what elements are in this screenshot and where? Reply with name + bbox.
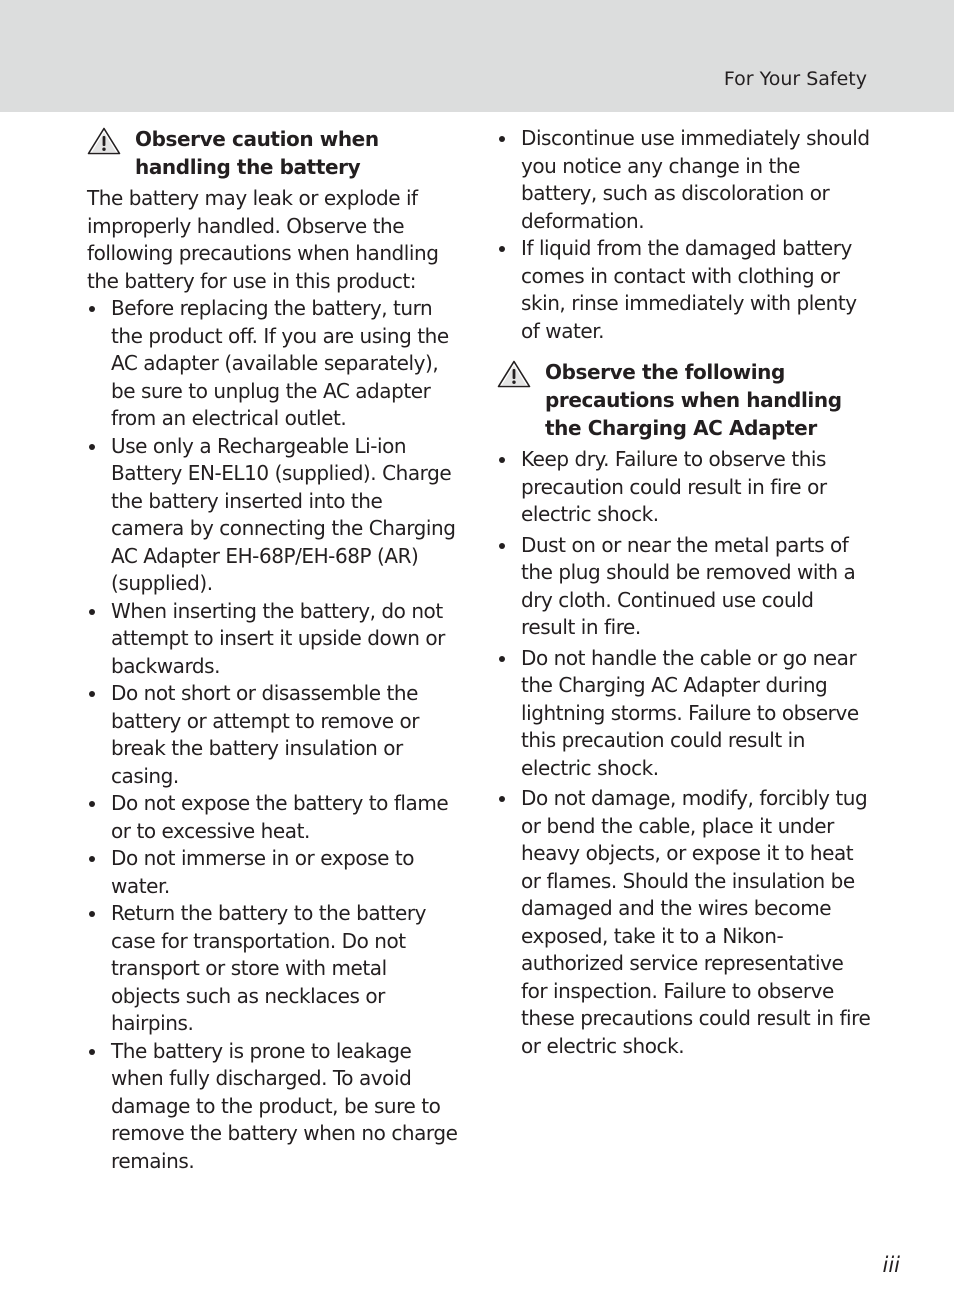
list-item: Do not expose the battery to flame or to excessive heat. — [87, 790, 461, 845]
list-item: Do not damage, modify, forcibly tug or bend the cable, place it under heavy objects, or expose it to heat or flames. Should the insulation be damaged and the wires become exposed, take it to a Nikon-authorized service representative for inspection. Failure to observe these precautions could result in fire or electric shock. — [497, 785, 871, 1060]
battery-caution-heading — [87, 125, 461, 181]
list-item: Use only a Rechargeable Li-ion Battery EN-EL10 (supplied). Charge the battery inserted into the camera by connecting the Charging AC Adapter EH-68P/EH-68P (AR) (supplied). — [87, 433, 461, 598]
adapter-precautions-list — [497, 446, 871, 1060]
battery-precautions-list-continued — [497, 125, 871, 345]
right-column — [497, 125, 871, 1063]
list-item: When inserting the battery, do not attempt to insert it upside down or backwards. — [87, 598, 461, 681]
list-item: Do not immerse in or expose to water. — [87, 845, 461, 900]
page-number: iii — [882, 1253, 900, 1277]
left-column — [87, 125, 461, 1175]
running-header-title: For Your Safety — [723, 68, 867, 90]
list-item: Discontinue use immediately should you notice any change in the battery, such as discoloration or deformation. — [497, 125, 871, 235]
list-item: If liquid from the damaged battery comes in contact with clothing or skin, rinse immediately with plenty of water. — [497, 235, 871, 345]
list-item: Before replacing the battery, turn the product off. If you are using the AC adapter (available separately), be sure to unplug the AC adapter from an electrical outlet. — [87, 295, 461, 433]
list-item: The battery is prone to leakage when fully discharged. To avoid damage to the product, be sure to remove the battery when no charge remains. — [87, 1038, 461, 1176]
battery-precautions-list — [87, 295, 461, 1175]
warning-triangle-icon — [497, 360, 531, 388]
list-item: Return the battery to the battery case for transportation. Do not transport or store with metal objects such as necklaces or hairpins. — [87, 900, 461, 1038]
section-title: Observe caution when handling the battery — [135, 127, 379, 179]
list-item: Do not short or disassemble the battery or attempt to remove or break the battery insulation or casing. — [87, 680, 461, 790]
section-title: Observe the following precautions when handling the Charging AC Adapter — [545, 360, 842, 440]
section-intro: The battery may leak or explode if improperly handled. Observe the following precautions when handling the battery for use in this product: — [87, 186, 439, 293]
list-item: Keep dry. Failure to observe this precaution could result in fire or electric shock. — [497, 446, 871, 529]
charging-adapter-caution-heading — [497, 358, 871, 442]
warning-triangle-icon — [87, 127, 121, 155]
header-band — [0, 0, 954, 112]
list-item: Dust on or near the metal parts of the plug should be removed with a dry cloth. Continued use could result in fire. — [497, 532, 871, 642]
list-item: Do not handle the cable or go near the Charging AC Adapter during lightning storms. Failure to observe this precaution could result in electric shock. — [497, 645, 871, 783]
